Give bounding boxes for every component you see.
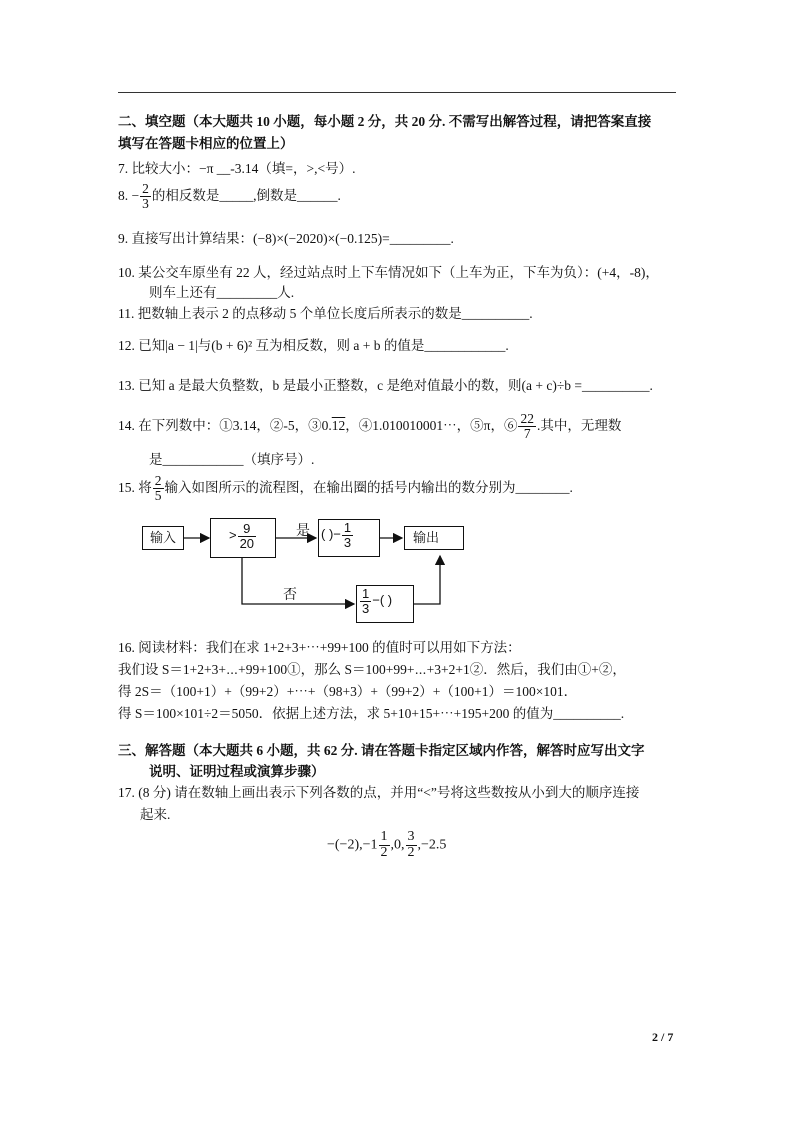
flow-condition-box: [210, 518, 276, 558]
q8-frac-den: 3: [142, 196, 149, 212]
flow-no-num: 1: [362, 586, 370, 601]
question-10-line2: 则车上还有_________人.: [149, 285, 295, 300]
question-12: 12. 已知|a − 1|与(b + 6)² 互为相反数，则 a + b 的值是____________.: [118, 338, 509, 353]
question-11: 11. 把数轴上表示 2 的点移动 5 个单位长度后所表示的数是__________.: [118, 306, 533, 321]
section3-heading-line2: 说明、证明过程或演算步骤）: [149, 764, 325, 779]
section2-heading-line1: 二、填空题（本大题共 10 小题，每小题 2 分，共 20 分. 不需写出解答过程，请把答案直接: [118, 114, 652, 129]
flow-yes-den: 3: [343, 534, 352, 550]
flow-condition-num: 9: [238, 522, 256, 537]
page-number: 2 / 7: [652, 1030, 674, 1044]
flow-no-label: 否: [283, 586, 297, 602]
q17-fraction-1: [379, 830, 390, 860]
flow-output-label: 输出: [413, 530, 440, 545]
q14-part-d: ，④1.010010001⋯，⑤π，⑥: [345, 417, 518, 433]
q17-expr-b: ,0,: [390, 837, 405, 853]
q17-expr-c: ,−2.5: [417, 837, 447, 853]
arrow-condition-to-no: [242, 558, 354, 604]
question-16-line3: 得 2S＝（100+1）+（99+2）+⋯+（98+3）+（99+2）+（100+1）＝100×101．: [118, 684, 578, 699]
q15-number: 15. 将: [118, 479, 152, 495]
question-16-line1: 16. 阅读材料：我们在求 1+2+3+⋯+99+100 的值时可以用如下方法：: [118, 640, 521, 655]
q14-frac-den: 7: [523, 426, 531, 442]
q17-frac2-den: 2: [407, 844, 415, 860]
q15-frac-den: 5: [154, 488, 162, 504]
flow-yes-label: 是: [296, 522, 310, 538]
flow-no-den: 3: [362, 600, 370, 616]
question-14-line2: 是____________（填序号）.: [149, 452, 315, 467]
q8-minus: −: [131, 187, 140, 203]
q15-text: 输入如图所示的流程图，在输出圈的括号内输出的数分别为________.: [164, 479, 573, 495]
q8-frac-num: 2: [142, 181, 149, 196]
q17-fraction-2: [406, 830, 417, 860]
flow-yes-prefix: ( )−: [321, 526, 341, 542]
q14-repeating-digit-2: 2: [338, 417, 346, 433]
q14-part-a: 14. 在下列数中：①3.14，②-5，③0.: [118, 417, 332, 433]
question-17-expression: [327, 830, 446, 860]
question-13: 13. 已知 a 是最大负整数，b 是最小正整数，c 是绝对值最小的数，则(a + c)÷b =__________.: [118, 378, 653, 393]
q8-text: 的相反数是_____,倒数是______.: [151, 187, 341, 203]
q14-frac-num: 22: [520, 411, 534, 426]
q14-repeating-digit-1: 1: [331, 417, 339, 433]
q17-expr-a: −(−2),−1: [327, 837, 378, 853]
flow-output-box: [404, 526, 464, 550]
section3-heading-line1: 三、解答题（本大题共 6 小题，共 62 分. 请在答题卡指定区域内作答，解答时应写出文字: [118, 743, 645, 758]
q15-frac-num: 2: [154, 473, 162, 488]
question-17-line1: 17. (8 分) 请在数轴上画出表示下列各数的点，并用“<”号将这些数按从小到大的顺序连接: [118, 785, 640, 800]
flow-yes-box: [318, 519, 380, 557]
question-7: 7. 比较大小：−π __-3.14（填=，>,<号）.: [118, 161, 356, 176]
flow-condition-den: 20: [239, 535, 255, 551]
q14-part-e: .其中，无理数: [536, 417, 622, 433]
question-17-line2: 起来.: [140, 807, 171, 822]
question-16-line4: 得 S＝100×101÷2＝5050．依据上述方法，求 5+10+15+⋯+195+200 的值为__________.: [118, 706, 625, 721]
flow-condition-prefix: >: [228, 527, 237, 543]
flow-no-box: [356, 585, 414, 623]
section2-heading-line2: 填写在答题卡相应的位置上）: [118, 136, 294, 151]
arrow-no-to-output: [414, 556, 440, 604]
q17-frac2-num: 3: [407, 829, 415, 844]
question-9: 9. 直接写出计算结果：(−8)×(−2020)×(−0.125)=_________.: [118, 231, 454, 246]
flow-input-label: 输入: [149, 530, 176, 545]
flow-no-fraction: [360, 587, 371, 615]
question-16-line2: 我们设 S＝1+2+3+⋯+99+100①，那么 S＝100+99+⋯+3+2+1②．然后，我们由①+②，: [118, 662, 626, 677]
question-10-line1: 10. 某公交车原坐有 22 人，经过站点时上下车情况如下（上车为正，下车为负）：(+4，-8)，: [118, 265, 659, 280]
flow-yes-num: 1: [343, 520, 352, 535]
flow-yes-fraction: [342, 521, 353, 549]
q17-frac1-den: 2: [380, 844, 388, 860]
flow-input-box: [142, 526, 184, 550]
flow-no-suffix: −( ): [372, 592, 393, 608]
q17-frac1-num: 1: [380, 829, 388, 844]
flow-condition-fraction: [238, 522, 256, 550]
q8-number: 8.: [118, 187, 129, 203]
